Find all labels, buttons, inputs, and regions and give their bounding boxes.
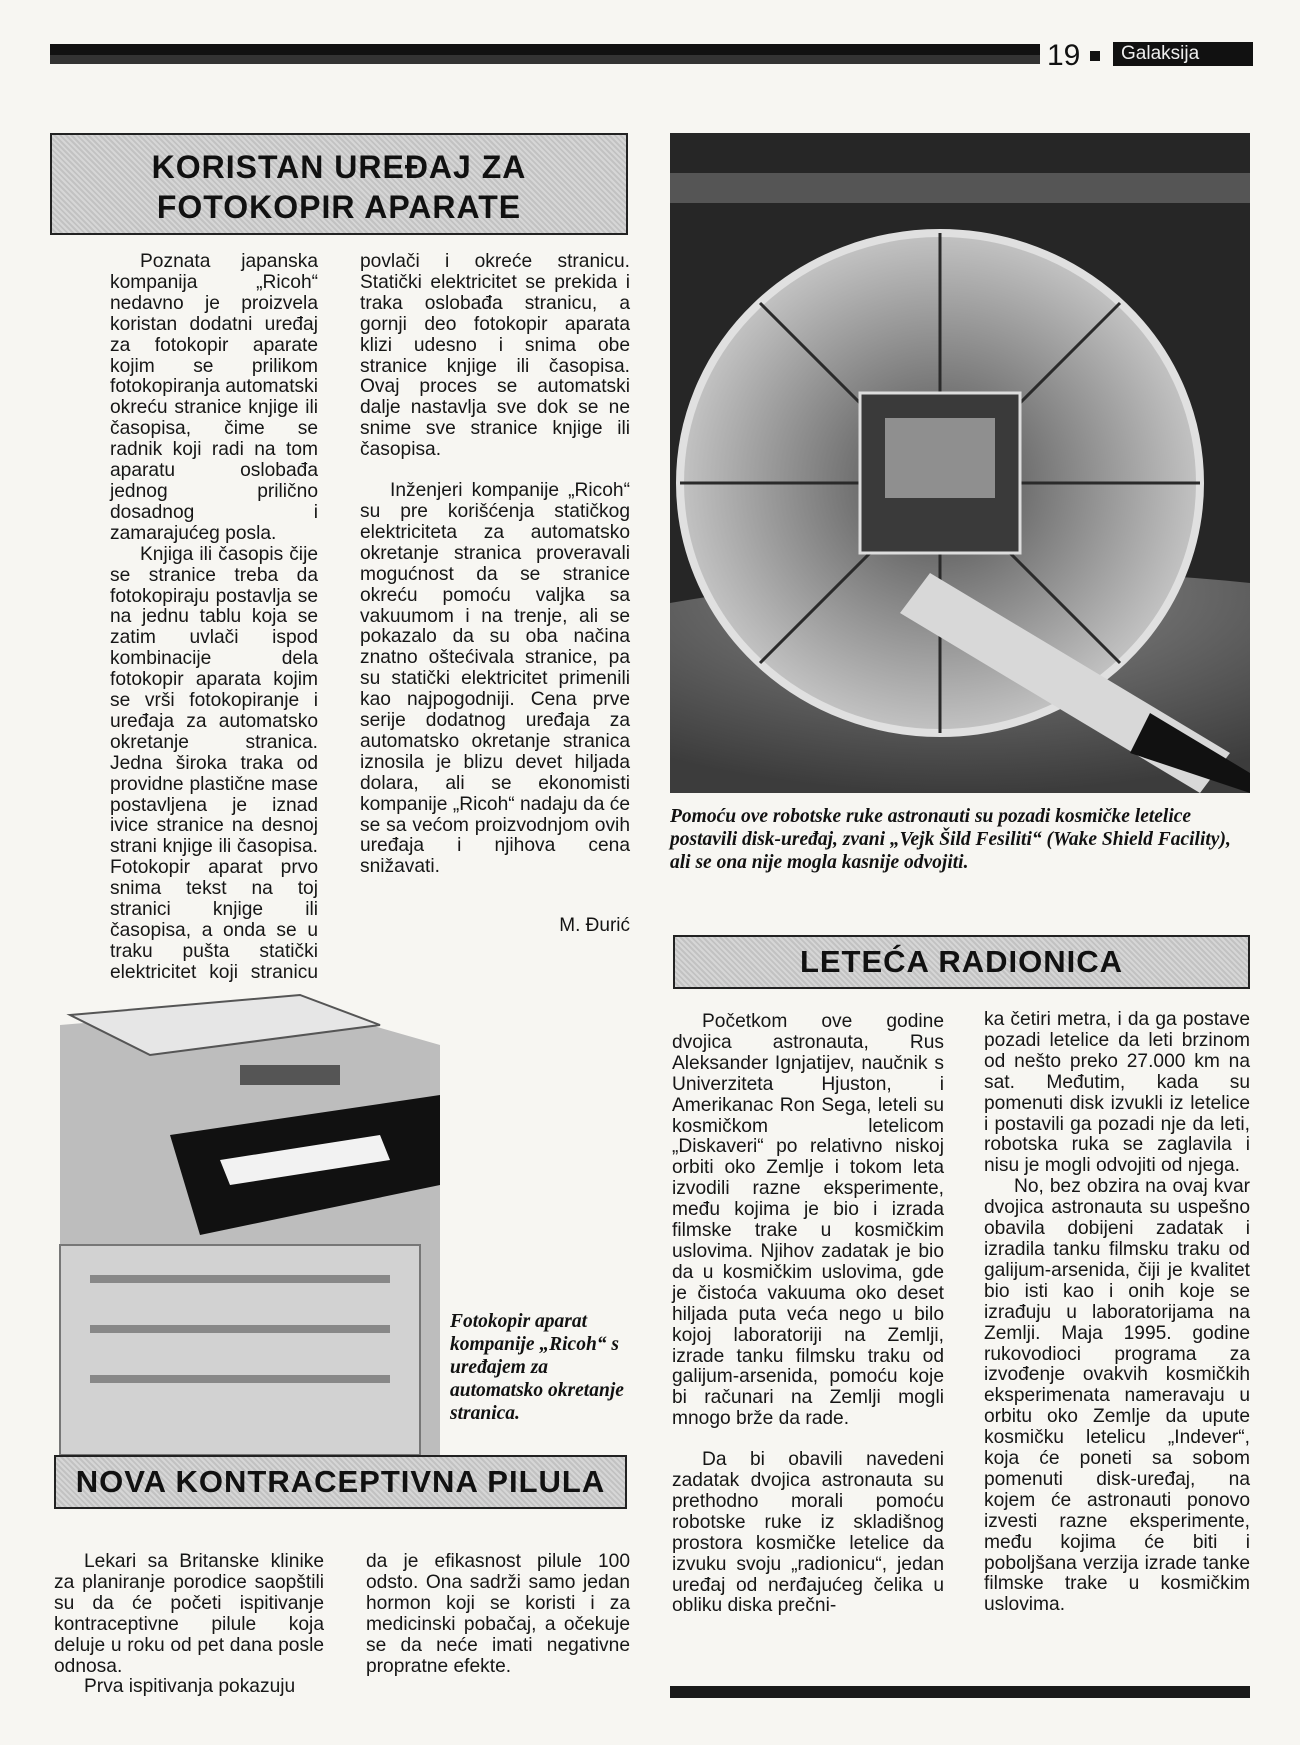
- paragraph: Knjiga ili časopis čije se stranice treba da fotokopiraju postavlja se na jednu tablu koja se zatim uvlači ispod kombinacije dela fotokopir aparata kojim se vrši fotokopiranje i uređaja za automatsko okretanje stranica. Jedna široka traka od providne plastične mase postavljena je iznad ivice stranice na desnoj strani knjige ili časopisa. Fotokopir aparat prvo snima tekst na toj stranici knjige ili časopisa, a onda se u traku pušta statički elektricitet koji stranicu: [110, 543, 318, 983]
- article-pill-col2: [366, 1552, 630, 1677]
- robotic-arm-space-photo: [670, 133, 1250, 793]
- paragraph: No, bez obzira na ovaj kvar dvojica astronauta su uspešno obavila dobijeni zadatak i izradila tanku filmsku traku od galijum-arsenida, čiji je kvalitet bio isti kao i onih koje se izrađuju u laboratorijama na Zemlji. Maja 1995. godine rukovodioci programa za izvođenje ovakvih kosmičkih eksperimenata nameravaju u orbitu oko Zemlje da upute kosmičku letelicu „Indever“, koja će poneti sa sobom pomenuti disk-uređaj, na kojem će astronauti ponovo izvesti razne eksperimente, među kojima će biti i poboljšana verzija izrade tanke filmske trake u kosmičkim uslovima.: [984, 1176, 1250, 1616]
- space-photo-caption: Pomoću ove robotske ruke astronauti su pozadi kosmičke letelice postavili disk-uređaj, zvani „Vejk Šild Fesiliti“ (Wake Shield Facility), ali se ona nije mogla kasnije odvojiti.: [670, 806, 1231, 873]
- magazine-name: Galaksija: [1113, 42, 1253, 66]
- paragraph: Inženjeri kompanije „Ricoh“ su pre korišćenja statičkog elektriciteta za automatsko okretanje stranica proveravali mogućnost da se stranice okreću pomoću valjka sa vakuumom i na trenje, ali se pokazalo da su oba načina znatno oštećivala stranice, pa su statički elektricitet primenili kao najpogodniji. Cena prve serije dodatnog uređaja za automatsko okretanje stranica iznosila je blizu devet hiljada dolara, ali se ekonomisti kompanije „Ricoh“ nadaju da će se sa većom proizvodnjom ovih uređaja i njihova cena snižavati.: [360, 480, 630, 878]
- article-workshop-col2: [984, 1010, 1250, 1616]
- header-rule: [50, 44, 1040, 64]
- article-pill-col1: [54, 1552, 324, 1698]
- paragraph: Lekari sa Britanske klinike za planiranje porodice saopštili su da će početi ispitivanje kontraceptivne pilule koja deluje u roku od pet dana posle odnosa.: [54, 1551, 324, 1677]
- headline-workshop: LETEĆA RADIONICA: [799, 944, 1124, 979]
- page-number: 19: [1047, 39, 1081, 72]
- paragraph: Početkom ove godine dvojica astronauta, Rus Aleksander Ignjatijev, naučnik s Univerziteta Hjuston, i Amerikanac Ron Sega, leteli su kosmičkom letelicom „Diskaveri“ po relativno niskoj orbiti oko Zemlje i tokom leta izvodili razne eksperimente, među kojima je bio i izrada filmske trake u kosmičkim uslovima. Njihov zadatak je bio da u kosmičkim uslovima, gde je čistoća vakuuma oko deset hiljada puta veća nego u bilo kojoj laboratoriji na Zemlji, izrade tanku filmsku traku od galijum-arsenida, pomoću koje bi računari na Zemlji mogli mnogo brže da rade.: [672, 1011, 944, 1430]
- headline-copier-line2: FOTOKOPIR APARATE: [156, 189, 522, 225]
- headline-copier-line1: KORISTAN UREĐAJ ZA: [151, 149, 527, 185]
- footer-rule: [670, 1686, 1250, 1698]
- copier-photo-caption: Fotokopir aparat kompanije „Ricoh“ s uređajem za automatsko okretanje stranica.: [450, 1311, 624, 1424]
- paragraph: ka četiri metra, i da ga postave pozadi letelice da leti brzinom od nešto preko 27.000 km na sat. Međutim, kada su pomenuti disk izvukli iz letelice i postavili ga pozadi nje da leti, robotska ruka se zaglavila i nisu je mogli odvojiti od njega.: [984, 1009, 1250, 1177]
- author: M. Đurić: [559, 915, 630, 936]
- headline-pill: NOVA KONTRACEPTIVNA PILULA: [75, 1464, 606, 1499]
- paragraph: Da bi obavili navedeni zadatak dvojica astronauta su prethodno morali pomoću robotske ruke iz skladišnog prostora kosmičke letelice da izvuku svoju „radionicu“, jedan uređaj od nerđajućeg čelika u obliku diska prečni-: [672, 1449, 944, 1617]
- article-copier-col2: [360, 252, 630, 878]
- bullet-icon: [1090, 51, 1100, 61]
- paragraph: Prva ispitivanja pokazuju: [84, 1676, 296, 1698]
- photocopier-photo: [50, 985, 440, 1455]
- paragraph: povlači i okreće stranicu. Statički elektricitet se prekida i traka oslobađa stranicu, a gornji deo fotokopir aparata klizi udesno i snima obe stranice knjige ili časopisa. Ovaj proces se automatski dalje nastavlja sve dok se ne snime sve stranice knjige ili časopisa.: [360, 251, 630, 461]
- paragraph: Poznata japanska kompanija „Ricoh“ nedavno je proizvela koristan dodatni uređaj za fotokopir aparate kojim se prilikom fotokopiranja automatski okreću stranice knjige ili časopisa, čime se radnik koji radi na tom aparatu oslobađa jednog prilično dosadnog i zamarajućeg posla.: [110, 251, 318, 544]
- article-workshop-col1: [672, 1012, 944, 1617]
- article-copier-col1: [110, 252, 318, 1067]
- paragraph: da je efikasnost pilule 100 odsto. Ona sadrži samo jedan hormon koji se koristi i za medicinski pobačaj, a očekuje se da neće imati negativne propratne efekte.: [366, 1551, 630, 1677]
